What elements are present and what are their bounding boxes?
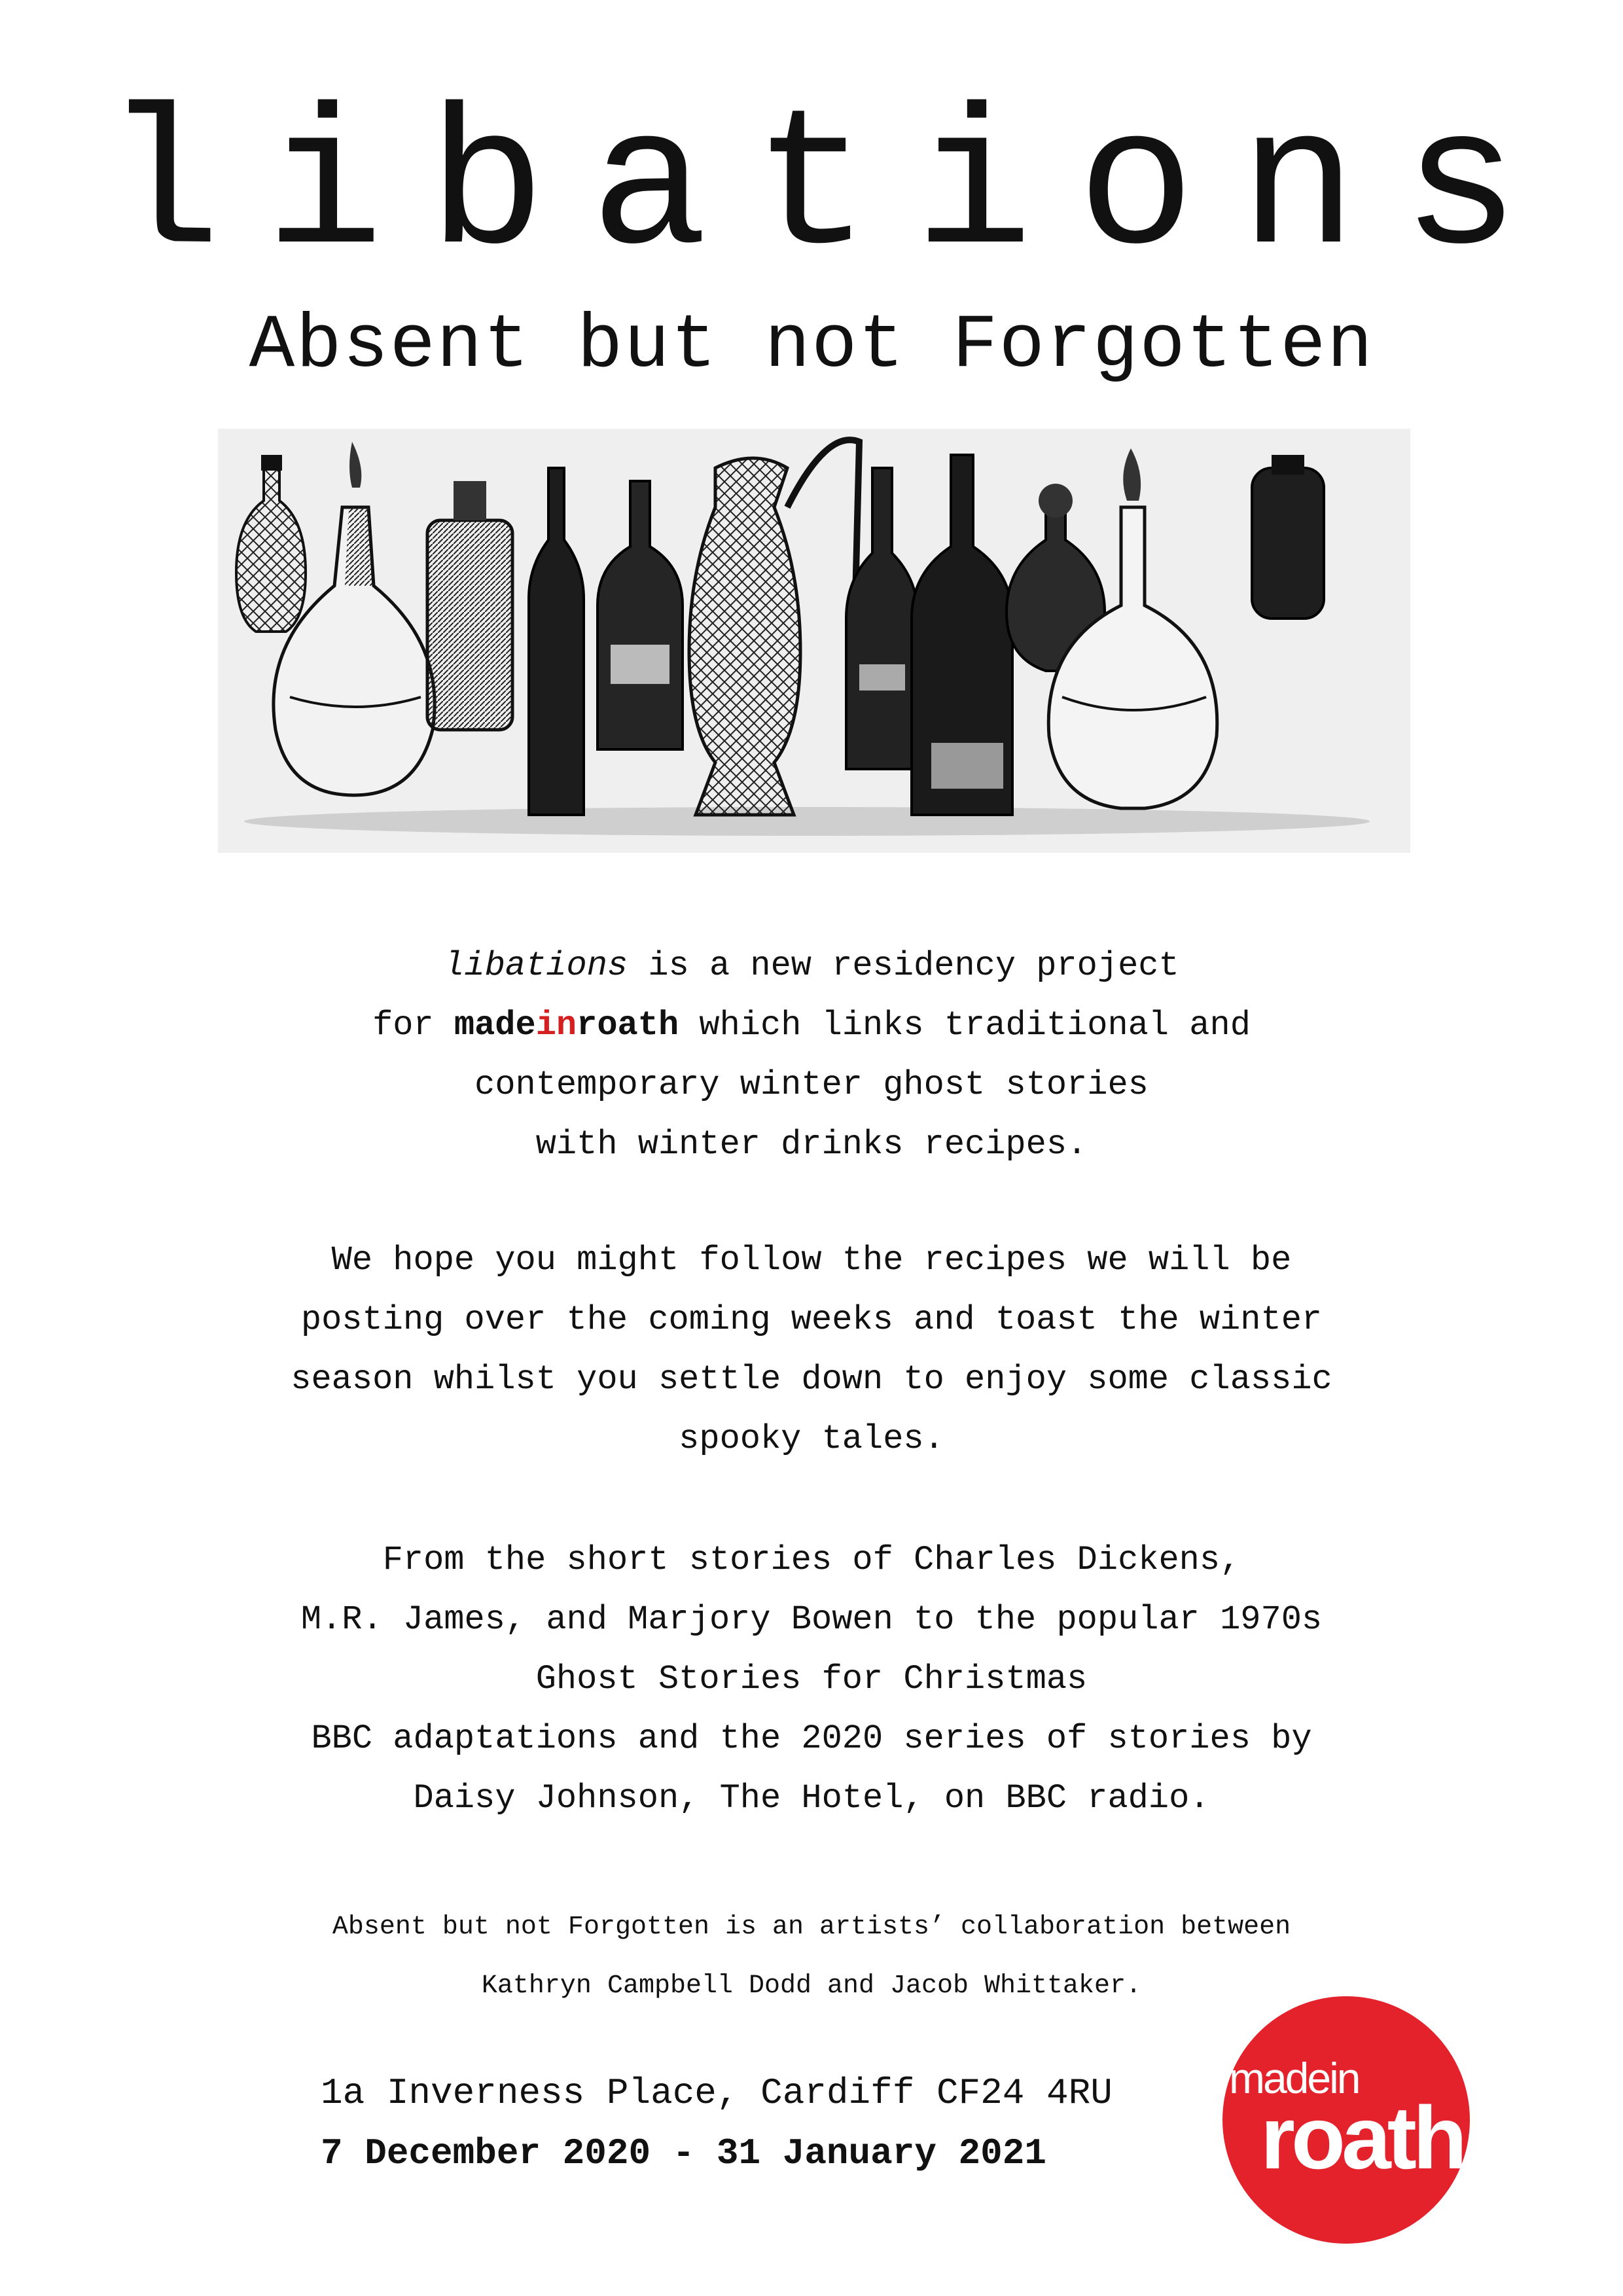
sources-paragraph (0, 1530, 1623, 1828)
recipes-line1: We hope you might follow the recipes we will be (331, 1241, 1292, 1280)
logo-top-text: madein (1229, 2054, 1359, 2102)
intro-line4: with winter drinks recipes. (535, 1125, 1088, 1164)
champagne-bottle-2 (912, 455, 1012, 815)
recipes-line2: posting over the coming weeks and toast the winter (300, 1300, 1323, 1339)
recipes-paragraph (0, 1230, 1623, 1469)
page-subtitle: Absent but not Forgotten (249, 302, 1374, 389)
square-flask (427, 481, 512, 730)
brand-made: made (454, 1006, 536, 1045)
recipes-line4: spooky tales. (679, 1420, 944, 1458)
ornate-ewer (689, 440, 859, 815)
brand-name (454, 1006, 679, 1045)
bottle-small-left (236, 455, 306, 632)
credits (0, 1898, 1623, 2016)
brand-roath: roath (577, 1006, 679, 1045)
tall-dark-bottle (529, 468, 584, 815)
credits-line1: Absent but not Forgotten is an artists’ collaboration between (332, 1912, 1291, 1942)
intro-line2-prefix: for (372, 1006, 454, 1045)
recipes-line3: season whilst you settle down to enjoy some classic (291, 1360, 1332, 1399)
sources-line4: BBC adaptations and the 2020 series of stories by (311, 1719, 1312, 1758)
vintage-bottles-engraving-icon (218, 429, 1410, 853)
sources-line3: Ghost Stories for Christmas (535, 1660, 1088, 1698)
venue-address: 1a Inverness Place, Cardiff CF24 4RU (321, 2072, 1113, 2114)
page-title: libations (103, 79, 1565, 301)
madeinroath-logo (1222, 1996, 1470, 2244)
logo-bottom-text: roath (1260, 2088, 1463, 2187)
bottles-illustration (218, 429, 1410, 853)
intro-italic-title: libations (444, 946, 628, 985)
intro-line1: is a new residency project (628, 946, 1179, 985)
intro-paragraph (0, 936, 1623, 1174)
intro-line2-suffix: which links traditional and (679, 1006, 1251, 1045)
sources-line2: M.R. James, and Marjory Bowen to the popular 1970s (300, 1600, 1323, 1639)
sources-line5: Daisy Johnson, The Hotel, on BBC radio. (413, 1779, 1210, 1818)
beer-bottle (597, 481, 683, 749)
sources-line1: From the short stories of Charles Dickens, (382, 1541, 1241, 1579)
intro-line3: contemporary winter ghost stories (474, 1066, 1149, 1104)
brand-in: in (535, 1006, 577, 1045)
dark-flask-right (1252, 455, 1324, 619)
credits-line2: Kathryn Campbell Dodd and Jacob Whittaker. (481, 1971, 1142, 2001)
event-dates: 7 December 2020 - 31 January 2021 (321, 2132, 1046, 2174)
